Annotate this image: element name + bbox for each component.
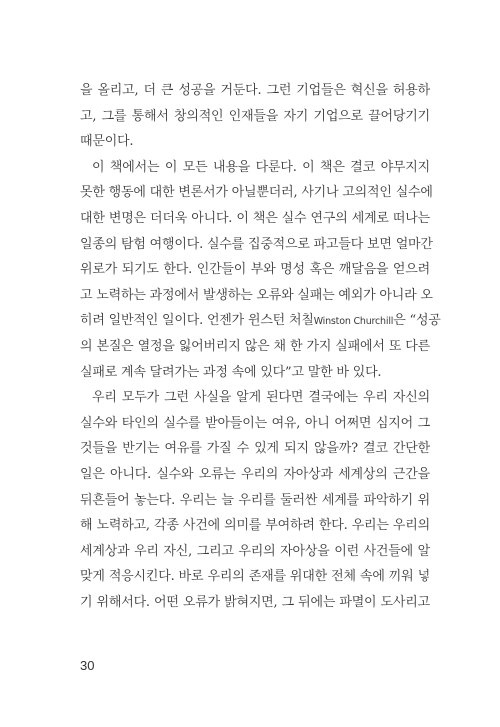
text-line: 것들을 반기는 여유를 가질 수 있게 되지 않을까? 결코 간단한 <box>80 441 430 457</box>
text-line: 실수와 타인의 실수를 받아들이는 여유, 아니 어쩌면 심지어 그 <box>80 415 430 431</box>
text-line: 대한 변명은 더더욱 아니다. 이 책은 실수 연구의 세계로 떠나는 <box>80 210 430 226</box>
english-name-churchill: Winston Churchill <box>313 316 394 328</box>
text-line: 실패로 계속 달려가는 과정 속에 있다”고 말한 바 있다. <box>80 364 382 380</box>
text-line: 이 책에서는 이 모든 내용을 다룬다. 이 책은 결코 야무지지 <box>92 159 430 175</box>
body-text <box>80 78 441 615</box>
text-line: 위로가 되기도 한다. 인간들이 부와 명성 혹은 깨달음을 얻으려 <box>80 262 430 278</box>
text-line: 우리 모두가 그런 사실을 알게 된다면 결국에는 우리 자신의 <box>92 390 430 406</box>
text-line: 때문이다. <box>80 134 134 150</box>
text-line: 고 노력하는 과정에서 발생하는 오류와 실패는 예외가 아니라 오 <box>80 287 433 303</box>
text-line-with-english-name <box>80 308 441 334</box>
text-line: 세계상과 우리 자신, 그리고 우리의 자아상을 이런 사건들에 알 <box>80 543 430 559</box>
text-segment: 은 “성공 <box>393 313 441 329</box>
paragraph-1 <box>80 78 430 155</box>
text-line: 을 올리고, 더 큰 성공을 거둔다. 그런 기업들은 혁신을 허용하 <box>80 83 430 98</box>
text-line: 일종의 탐험 여행이다. 실수를 집중적으로 파고들다 보면 얼마간 <box>80 236 433 252</box>
text-line: 맞게 적응시킨다. 바로 우리의 존재를 위대한 전체 속에 끼워 넣 <box>80 569 430 585</box>
paragraph-2 <box>80 155 441 385</box>
text-line: 기 위해서다. 어떤 오류가 밝혀지면, 그 뒤에는 파멸이 도사리고 <box>80 594 430 610</box>
text-line: 고, 그를 통해서 창의적인 인재들을 자기 기업으로 끌어당기기 <box>80 108 430 124</box>
text-line: 의 본질은 열정을 잃어버리지 않은 채 한 가지 실패에서 또 다른 <box>80 338 430 354</box>
text-segment: 히려 일반적인 일이다. 언젠가 윈스턴 처칠 <box>80 313 314 329</box>
text-line: 뒤흔들어 놓는다. 우리는 늘 우리를 둘러싼 세계를 파악하기 위 <box>80 492 430 508</box>
page-number: 30 <box>80 658 95 673</box>
text-line: 일은 아니다. 실수와 오류는 우리의 자아상과 세계상의 근간을 <box>80 466 430 482</box>
paragraph-3 <box>80 385 430 615</box>
text-line: 못한 행동에 대한 변론서가 아닐뿐더러, 사기나 고의적인 실수에 <box>80 185 433 201</box>
text-line: 해 노력하고, 각종 사건에 의미를 부여하려 한다. 우리는 우리의 <box>80 518 430 534</box>
